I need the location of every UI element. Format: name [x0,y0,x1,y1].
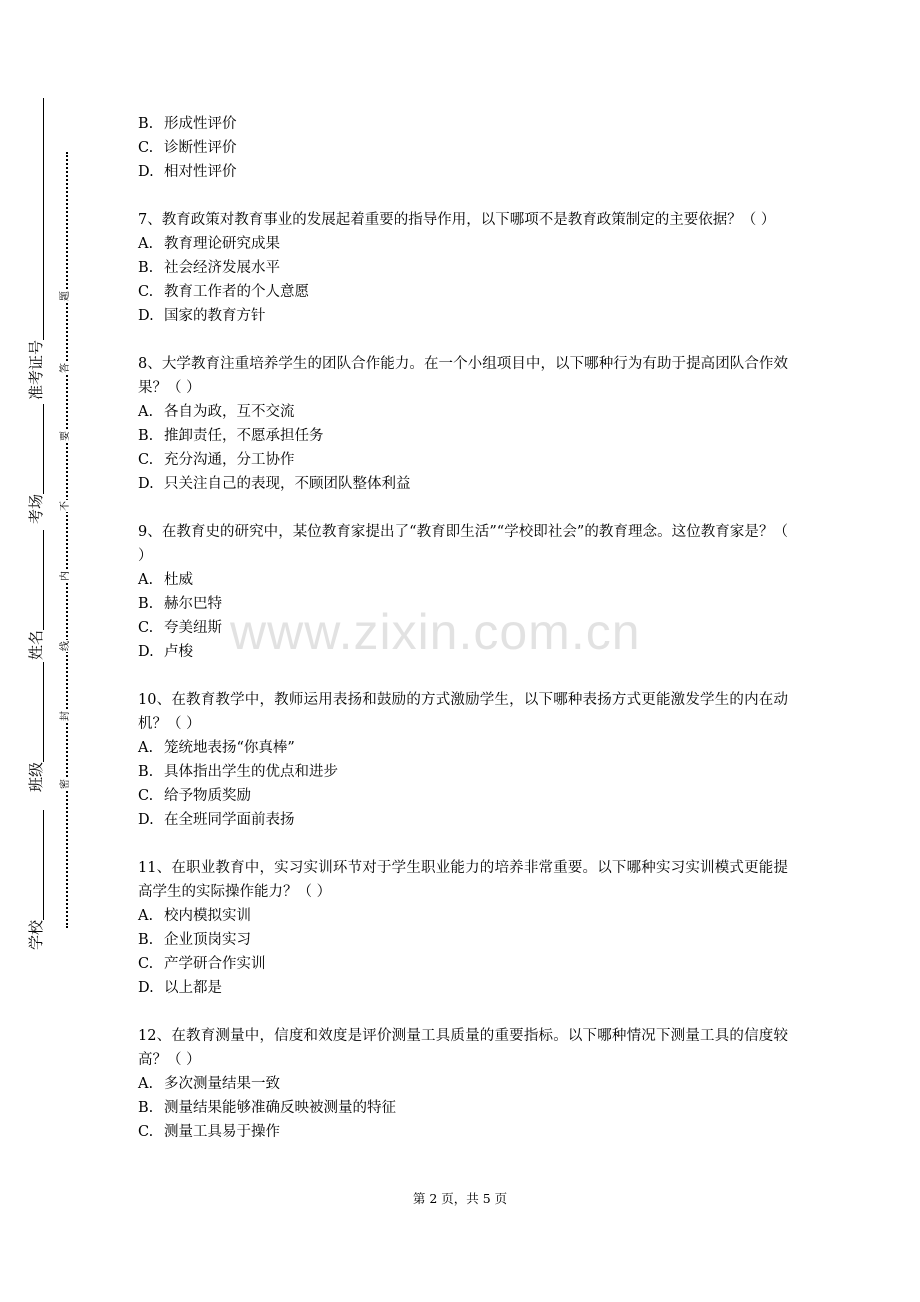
option-letter: C. [138,140,154,156]
option-b[interactable] [138,424,788,448]
option-text: 赫尔巴特 [164,596,222,612]
question-9 [138,520,788,664]
option-text: 教育工作者的个人意愿 [164,284,309,300]
option-letter: D. [138,164,154,180]
seal-char: 题 [60,291,71,301]
option-text: 测量工具易于操作 [164,1124,280,1140]
field-label: 学校 [27,919,45,950]
seal-char: 密 [60,779,71,789]
option-text: 以上都是 [164,980,222,996]
option-text: 只关注自己的表现，不顾团队整体利益 [164,476,411,492]
option-d[interactable] [138,472,788,496]
option-text: 在全班同学面前表扬 [164,812,295,828]
question-stem: 11、在职业教育中，实习实训环节对于学生职业能力的培养非常重要。以下哪种实习实训模式更能提高学生的实际操作能力？（ ） [138,860,788,900]
option-d[interactable] [138,976,788,1000]
field-exam-room [28,404,44,524]
option-a[interactable] [138,232,788,256]
option-letter: D. [138,980,154,996]
seal-char: 线 [60,641,71,651]
option-d[interactable] [138,304,788,328]
option-text: 各自为政，互不交流 [164,404,295,420]
question-stem: 10、在教育教学中，教师运用表扬和鼓励的方式激励学生，以下哪种表扬方式更能激发学生的内在动机？（ ） [138,692,788,732]
question-7 [138,208,788,328]
option-letter: B. [138,428,154,444]
option-letter: C. [138,1124,154,1140]
option-a[interactable] [138,736,788,760]
option-b[interactable] [138,256,788,280]
option-text: 企业顶岗实习 [164,932,251,948]
option-d[interactable] [138,160,788,184]
option-text: 夸美纽斯 [164,620,222,636]
option-letter: B. [138,596,154,612]
option-c[interactable] [138,448,788,472]
option-c[interactable] [138,280,788,304]
question-12 [138,1024,788,1144]
field-label: 班级 [27,761,45,792]
option-d[interactable] [138,640,788,664]
field-label: 考场 [27,493,45,524]
option-letter: A. [138,1076,154,1092]
option-letter: D. [138,476,154,492]
option-text: 多次测量结果一致 [164,1076,280,1092]
watermark: www.zixin.com.cn [230,604,641,660]
seal-char: 答 [60,363,71,373]
option-b[interactable] [138,928,788,952]
field-blank[interactable] [29,404,44,494]
option-letter: B. [138,116,154,132]
option-a[interactable] [138,400,788,424]
option-letter: D. [138,644,154,660]
option-text: 诊断性评价 [164,140,237,156]
option-letter: A. [138,404,154,420]
option-b[interactable] [138,592,788,616]
option-text: 笼统地表扬“你真棒” [164,740,295,756]
option-letter: A. [138,572,154,588]
question-stem: 9、在教育史的研究中，某位教育家提出了“教育即生活”“学校即社会”的教育理念。这位教育家是？（ ） [138,524,788,564]
question-10 [138,688,788,832]
field-label: 准考证号 [27,339,45,400]
field-school [28,810,44,950]
option-b[interactable] [138,112,788,136]
question-stem: 7、教育政策对教育事业的发展起着重要的指导作用，以下哪项不是教育政策制定的主要依据？（ ） [138,212,776,228]
option-c[interactable] [138,616,788,640]
option-letter: D. [138,308,154,324]
option-letter: A. [138,908,154,924]
option-c[interactable] [138,784,788,808]
page-footer: 第 2 页，共 5 页 [412,1191,508,1206]
field-blank[interactable] [29,98,44,340]
option-c[interactable] [138,952,788,976]
field-name [28,530,44,660]
option-c[interactable] [138,136,788,160]
field-blank[interactable] [29,530,44,630]
option-letter: B. [138,932,154,948]
option-b[interactable] [138,760,788,784]
seal-dotted-line [66,152,68,928]
option-text: 具体指出学生的优点和进步 [164,764,338,780]
field-blank[interactable] [29,662,44,762]
option-text: 测量结果能够准确反映被测量的特征 [164,1100,396,1116]
carry-over-options [138,112,788,184]
field-class [28,662,44,792]
field-blank[interactable] [29,810,44,920]
option-letter: C. [138,620,154,636]
option-letter: B. [138,1100,154,1116]
option-a[interactable] [138,1072,788,1096]
option-letter: C. [138,284,154,300]
option-text: 推卸责任，不愿承担任务 [164,428,324,444]
binding-margin [0,0,60,1302]
option-a[interactable] [138,904,788,928]
option-letter: B. [138,764,154,780]
option-b[interactable] [138,1096,788,1120]
option-letter: A. [138,236,154,252]
option-text: 国家的教育方针 [164,308,266,324]
option-text: 杜威 [164,572,193,588]
option-d[interactable] [138,808,788,832]
option-letter: D. [138,812,154,828]
option-letter: C. [138,956,154,972]
option-letter: C. [138,788,154,804]
option-text: 产学研合作实训 [164,956,266,972]
seal-char: 不 [60,501,71,511]
question-content [138,112,788,1144]
question-8 [138,352,788,496]
option-text: 教育理论研究成果 [164,236,280,252]
option-c[interactable] [138,1120,788,1144]
field-exam-id [28,98,44,400]
option-text: 社会经济发展水平 [164,260,280,276]
option-text: 校内模拟实训 [164,908,251,924]
seal-char: 内 [60,571,71,581]
option-text: 相对性评价 [164,164,237,180]
option-text: 给予物质奖励 [164,788,251,804]
option-text: 形成性评价 [164,116,237,132]
option-letter: A. [138,740,154,756]
seal-char: 要 [60,431,71,441]
field-label: 姓名 [27,629,45,660]
option-letter: C. [138,452,154,468]
option-text: 充分沟通，分工协作 [164,452,295,468]
option-a[interactable] [138,568,788,592]
option-letter: B. [138,260,154,276]
option-text: 卢梭 [164,644,193,660]
seal-char: 封 [60,711,71,721]
question-stem: 8、大学教育注重培养学生的团队合作能力。在一个小组项目中，以下哪种行为有助于提高团队合作效果？（ ） [138,356,788,396]
question-11 [138,856,788,1000]
question-stem: 12、在教育测量中，信度和效度是评价测量工具质量的重要指标。以下哪种情况下测量工具的信度较高？（ ） [138,1028,788,1068]
